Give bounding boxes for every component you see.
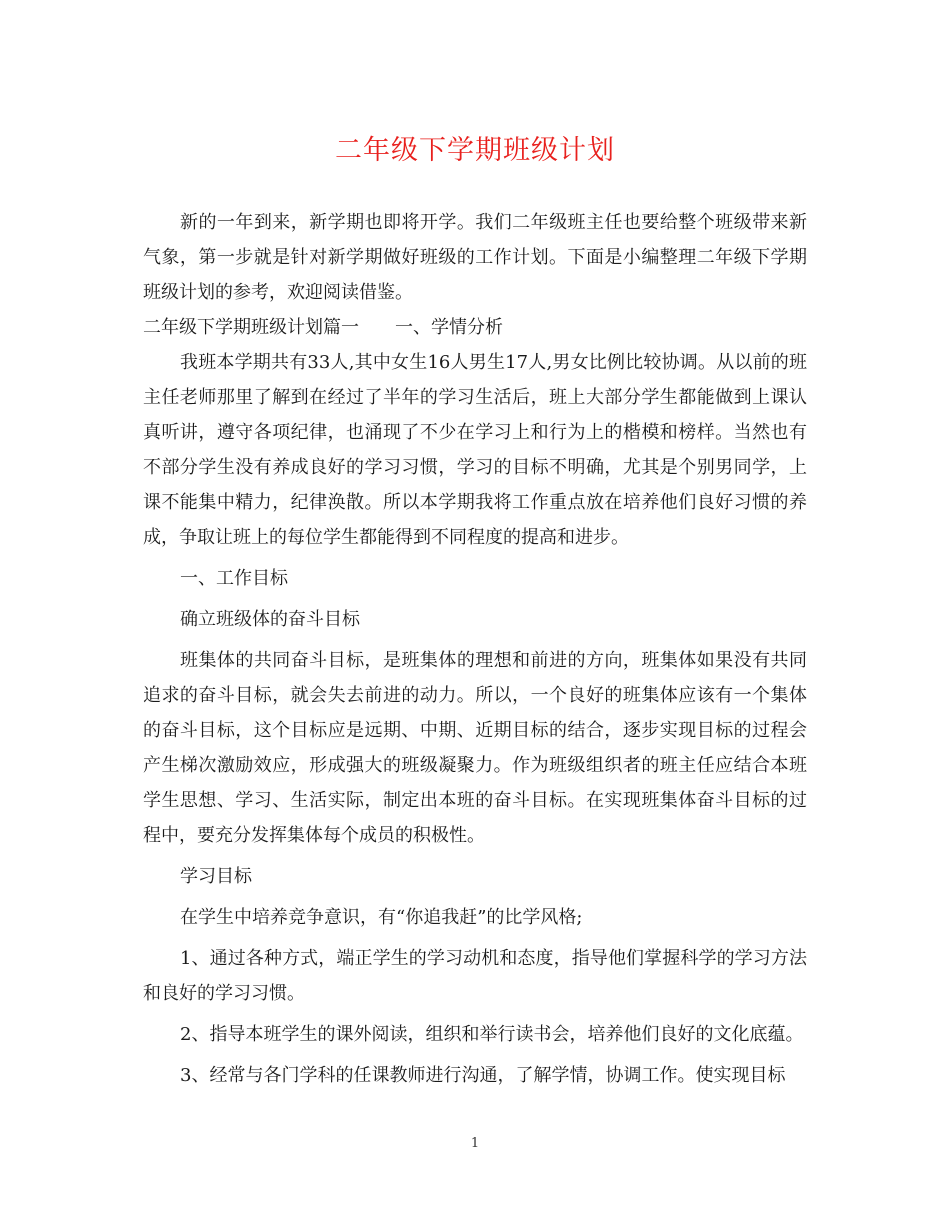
subheading-class-goal: 确立班级体的奋斗目标 [180, 609, 360, 630]
section-heading-work-goals: 一、工作目标 [180, 568, 288, 589]
document-body [143, 205, 807, 1093]
intro-paragraph: 新的一年到来，新学期也即将开学。我们二年级班主任也要给整个班级带来新气象，第一步就是针对新学期做好班级的工作计划。下面是小编整理二年级下学期班级计划的参考，欢迎阅读借鉴。 [143, 212, 807, 303]
list-item-1: 1、通过各种方式，端正学生的学习动机和态度，指导他们掌握科学的学习方法和良好的学习习惯。 [143, 948, 807, 1004]
competition-paragraph: 在学生中培养竞争意识，有“你追我赶”的比学风格; [180, 907, 583, 928]
subheading-study-goal: 学习目标 [180, 866, 252, 887]
class-goal-paragraph: 班集体的共同奋斗目标，是班集体的理想和前进的方向，班集体如果没有共同追求的奋斗目标，就会失去前进的动力。所以，一个良好的班集体应该有一个集体的奋斗目标，这个目标应是远期、中期、近期目标的结合，逐步实现目标的过程会产生梯次激励效应，形成强大的班级凝聚力。作为班级组织者的班主任应结合本班学生思想、学习、生活实际，制定出本班的奋斗目标。在实现班集体奋斗目标的过程中，要充分发挥集体每个成员的积极性。 [143, 650, 807, 846]
class-situation-paragraph: 我班本学期共有33人,其中女生16人男生17人,男女比例比较协调。从以前的班主任老师那里了解到在经过了半年的学习生活后，班上大部分学生都能做到上课认真听讲，遵守各项纪律，也涌现了不少在学习上和行为上的楷模和榜样。当然也有不部分学生没有养成良好的学习习惯，学习的目标不明确，尤其是个别男同学，上课不能集中精力，纪律涣散。所以本学期我将工作重点放在培养他们良好习惯的养成，争取让班上的每位学生都能得到不同程度的提高和进步。 [143, 352, 807, 548]
page-number: 1 [470, 1136, 480, 1151]
list-item-3: 3、经常与各门学科的任课教师进行沟通，了解学情，协调工作。使实现目标 [180, 1065, 786, 1086]
document-title: 二年级下学期班级计划 [335, 135, 615, 166]
list-item-2: 2、指导本班学生的课外阅读，组织和举行读书会，培养他们良好的文化底蕴。 [180, 1024, 804, 1045]
section-heading-learning-analysis: 二年级下学期班级计划篇一 一、学情分析 [143, 317, 503, 338]
